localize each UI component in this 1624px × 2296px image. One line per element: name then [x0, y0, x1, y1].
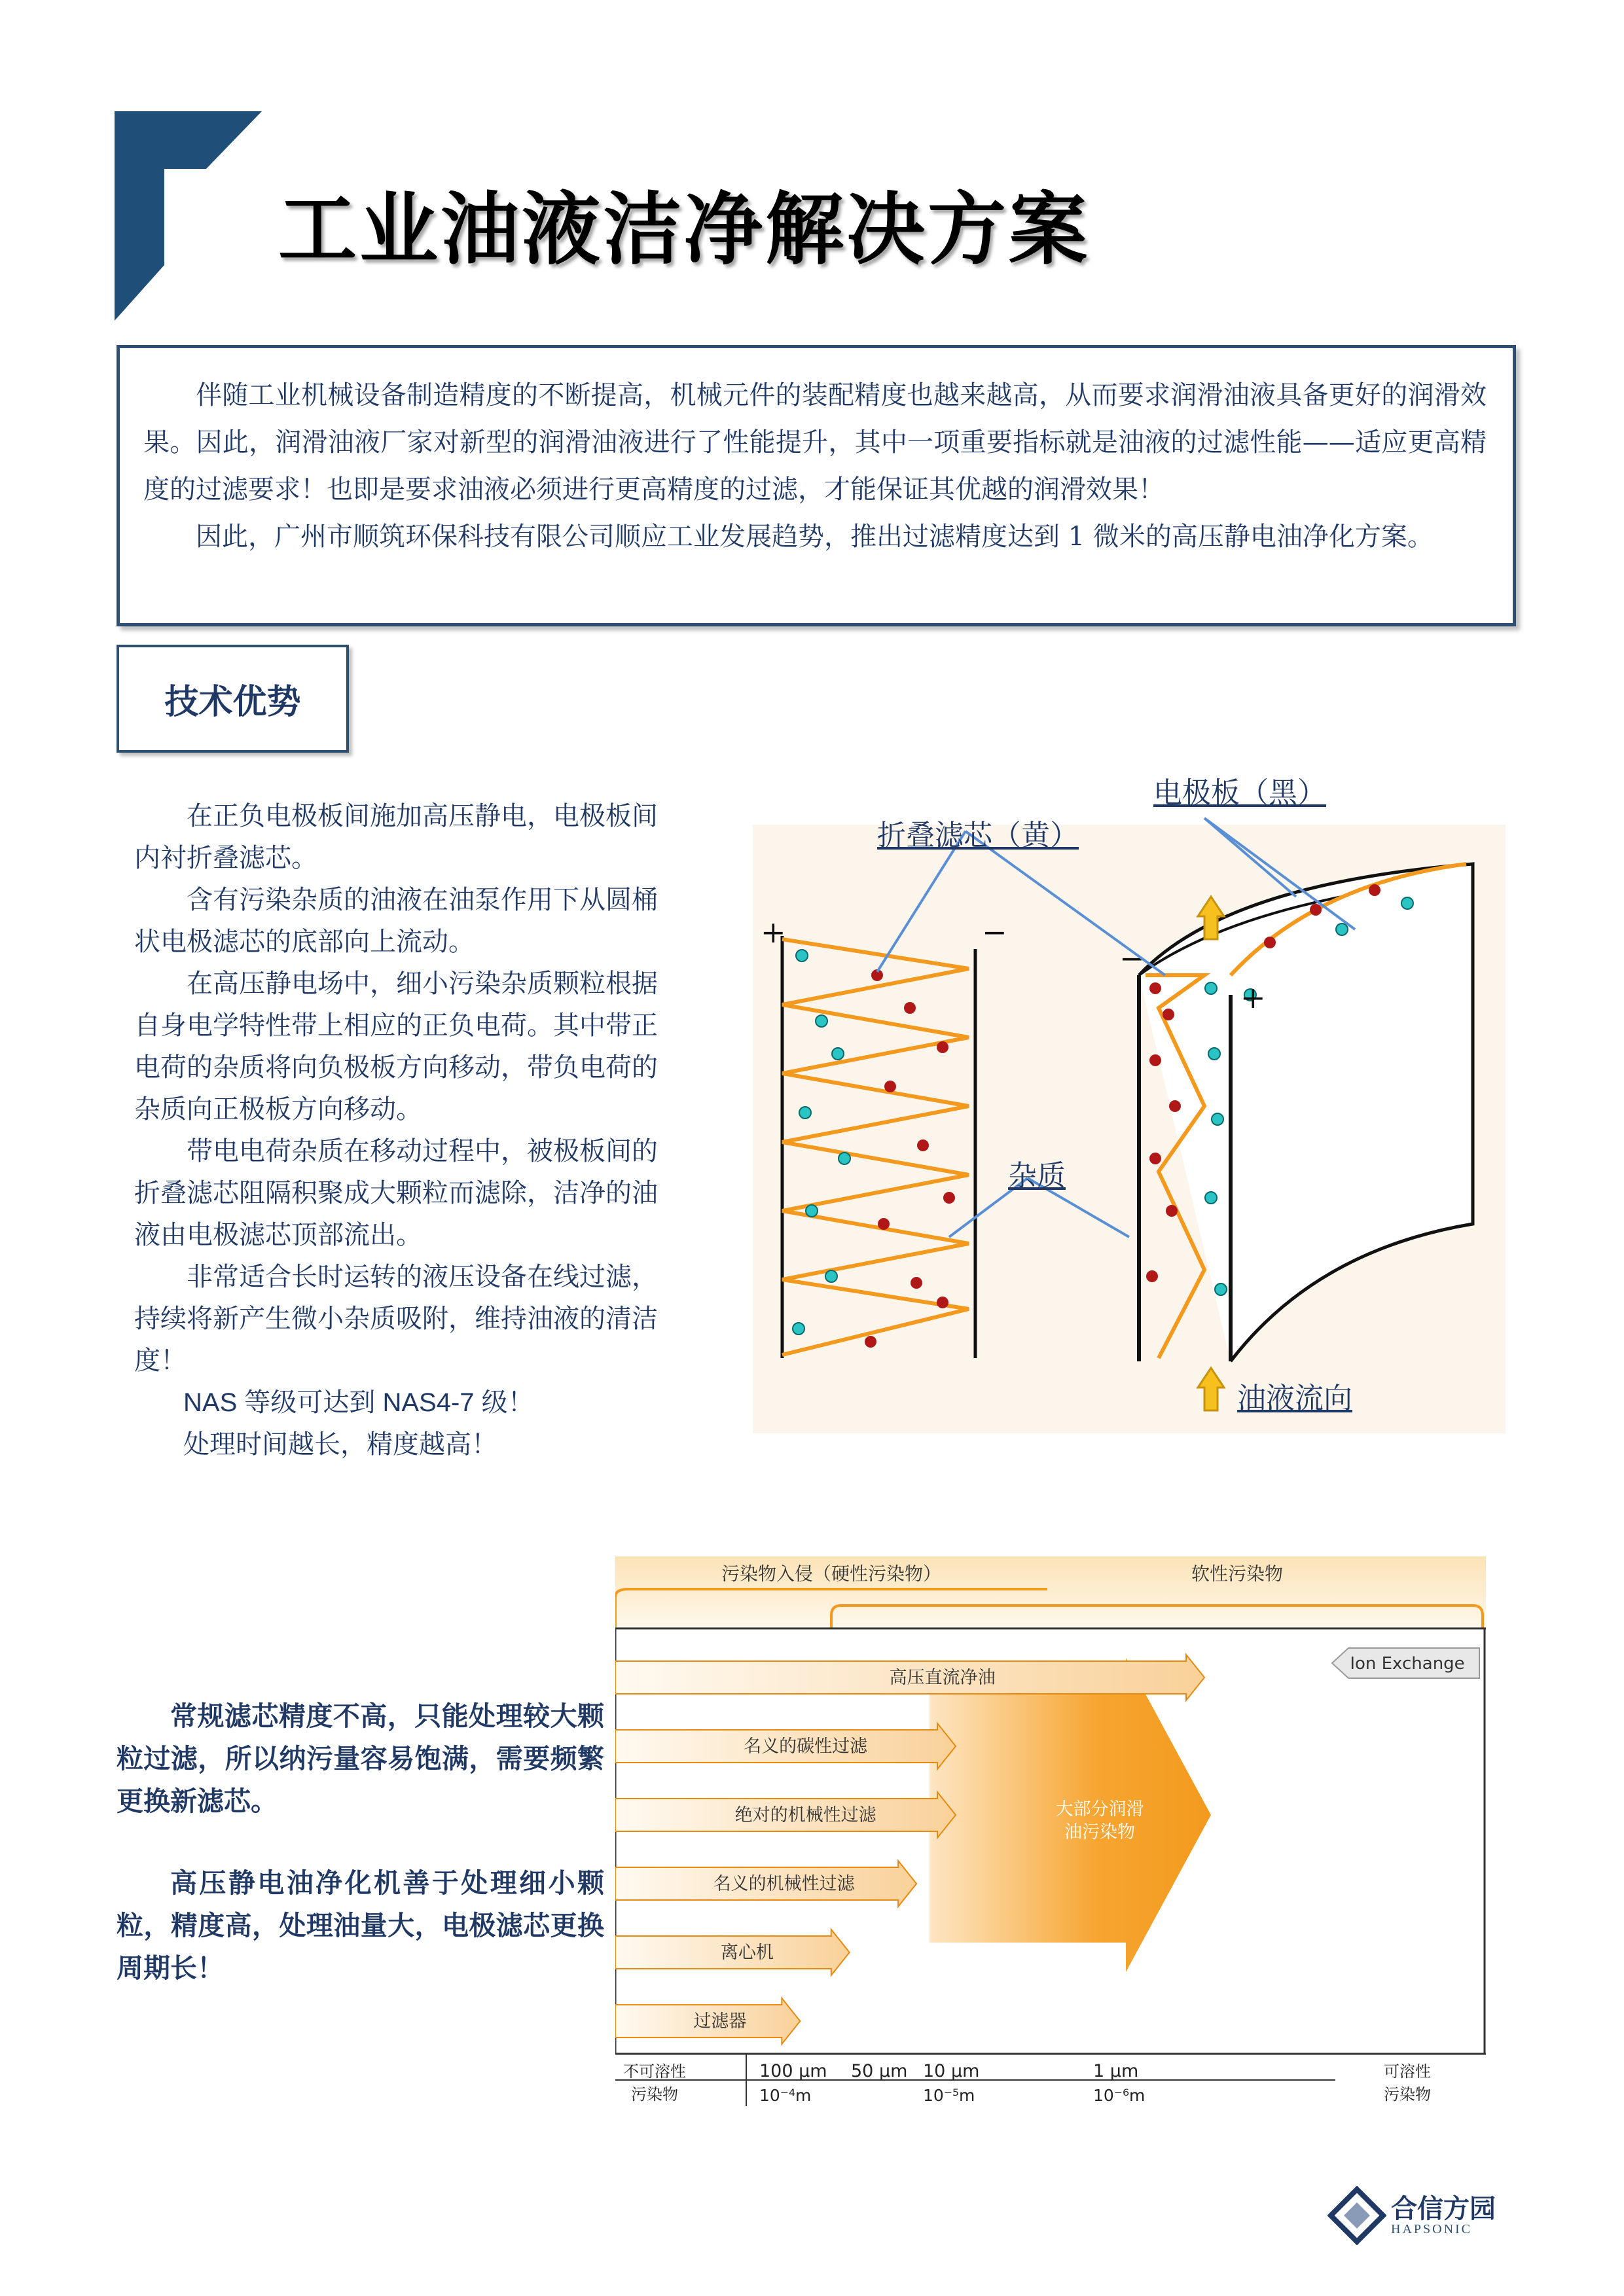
- desc-paragraph-1: 在正负电极板间施加高压静电，电极板间内衬折叠滤芯。: [134, 801, 658, 873]
- tech-description: [134, 795, 658, 1465]
- tick-100um: 100 μm: [759, 2061, 827, 2081]
- page-title: 工业油液洁净解决方案: [278, 185, 1090, 276]
- filtration-chart: [615, 1556, 1486, 2119]
- label-electrode: 电极板（黑）: [1153, 776, 1326, 810]
- filter-diagram: [753, 776, 1506, 1446]
- company-logo-icon: [1327, 2186, 1386, 2245]
- big-arrow-label-line1: 大部分润滑: [1055, 1799, 1144, 1820]
- filtration-chart-graphic: [615, 1556, 1486, 2119]
- label-fold-filter: 折叠滤芯（黄）: [877, 819, 1079, 852]
- comparison-paragraph-2: 高压静电油净化机善于处理细小颗粒，精度高，处理油量大，电极滤芯更换周期长！: [117, 1867, 604, 1984]
- section-tab-tech-advantage: [117, 645, 349, 753]
- logo-text: 合信方园: [1391, 2193, 1496, 2224]
- corner-decoration: [115, 111, 265, 324]
- filter-diagram-graphic: [753, 779, 1506, 1446]
- tick-50um: 50 μm: [851, 2061, 908, 2081]
- desc-paragraph-3: 在高压静电场中，细小污染杂质颗粒根据自身电学特性带上相应的正负电荷。其中带正电荷的杂质将向负极板方向移动，带负电荷的杂质向正极板方向移动。: [134, 969, 658, 1124]
- section-title: 技术优势: [164, 683, 301, 722]
- axis-right-label-2: 污染物: [1384, 2085, 1431, 2104]
- tick-10um: 10 μm: [923, 2061, 980, 2081]
- bar-label-2: 绝对的机械性过滤: [734, 1805, 876, 1825]
- processing-time-line: 处理时间越长，精度越高！: [183, 1429, 497, 1460]
- ion-exchange-label: Ion Exchange: [1350, 1654, 1465, 1674]
- minus-sign-left: −: [982, 914, 1007, 950]
- intro-box: [117, 345, 1516, 626]
- bar-label-1: 名义的碳性过滤: [744, 1736, 868, 1757]
- axis-right-label-1: 可溶性: [1384, 2062, 1431, 2081]
- desc-paragraph-2: 含有污染杂质的油液在油泵作用下从圆桶状电极滤芯的底部向上流动。: [134, 885, 658, 957]
- desc-paragraph-4: 带电电荷杂质在移动过程中，被极板间的折叠滤芯阻隔积聚成大颗粒而滤除，洁净的油液由电极滤芯顶部流出。: [134, 1136, 658, 1250]
- plus-sign-left: +: [761, 914, 786, 950]
- plus-sign-right: +: [1240, 980, 1266, 1015]
- label-flow-direction: 油液流向: [1237, 1382, 1352, 1415]
- comparison-paragraph-1: 常规滤芯精度不高，只能处理较大颗粒过滤，所以纳污量容易饱满，需要频繁更换新滤芯。: [117, 1700, 604, 1817]
- intro-paragraph-2: 因此，广州市顺筑环保科技有限公司顺应工业发展趋势，推出过滤精度达到 1 微米的高压静电油净化方案。: [196, 522, 1434, 552]
- chart-header-soft: 软性污染物: [1191, 1563, 1284, 1585]
- bar-label-0: 高压直流净油: [889, 1668, 996, 1688]
- axis-left-label-1: 不可溶性: [623, 2062, 686, 2081]
- tick-1e-5m: 10⁻⁵m: [923, 2086, 975, 2105]
- desc-paragraph-5: 非常适合长时运转的液压设备在线过滤，持续将新产生微小杂质吸附，维持油液的清洁度！: [134, 1262, 658, 1376]
- big-arrow-label-line2: 油污染物: [1064, 1822, 1135, 1842]
- logo-subtext: HAPSONIC: [1391, 2222, 1473, 2236]
- tick-1um: 1 μm: [1093, 2061, 1139, 2081]
- bar-label-4: 离心机: [720, 1943, 774, 1963]
- comparison-text: [117, 1695, 604, 2029]
- intro-paragraph-1: 伴随工业机械设备制造精度的不断提高，机械元件的装配精度也越来越高，从而要求润滑油液具备更好的润滑效果。因此，润滑油液厂家对新型的润滑油液进行了性能提升，其中一项重要指标就是油液的过滤性能——适应更高精度的过滤要求！也即是要求油液必须进行更高精度的过滤，才能保证其优越的润滑效果！: [143, 380, 1487, 505]
- bar-label-5: 过滤器: [693, 2011, 747, 2032]
- axis-left-label-2: 污染物: [631, 2085, 678, 2104]
- chart-header-hard: 污染物入侵（硬性污染物）: [721, 1563, 942, 1585]
- minus-sign-right: −: [1119, 941, 1145, 976]
- nas-level-line: NAS 等级可达到 NAS4-7 级！: [183, 1388, 534, 1417]
- tick-1e-6m: 10⁻⁶m: [1093, 2086, 1146, 2105]
- label-impurity: 杂质: [1008, 1159, 1066, 1193]
- bar-label-3: 名义的机械性过滤: [713, 1874, 855, 1894]
- tick-1e-4m: 10⁻⁴m: [759, 2086, 812, 2105]
